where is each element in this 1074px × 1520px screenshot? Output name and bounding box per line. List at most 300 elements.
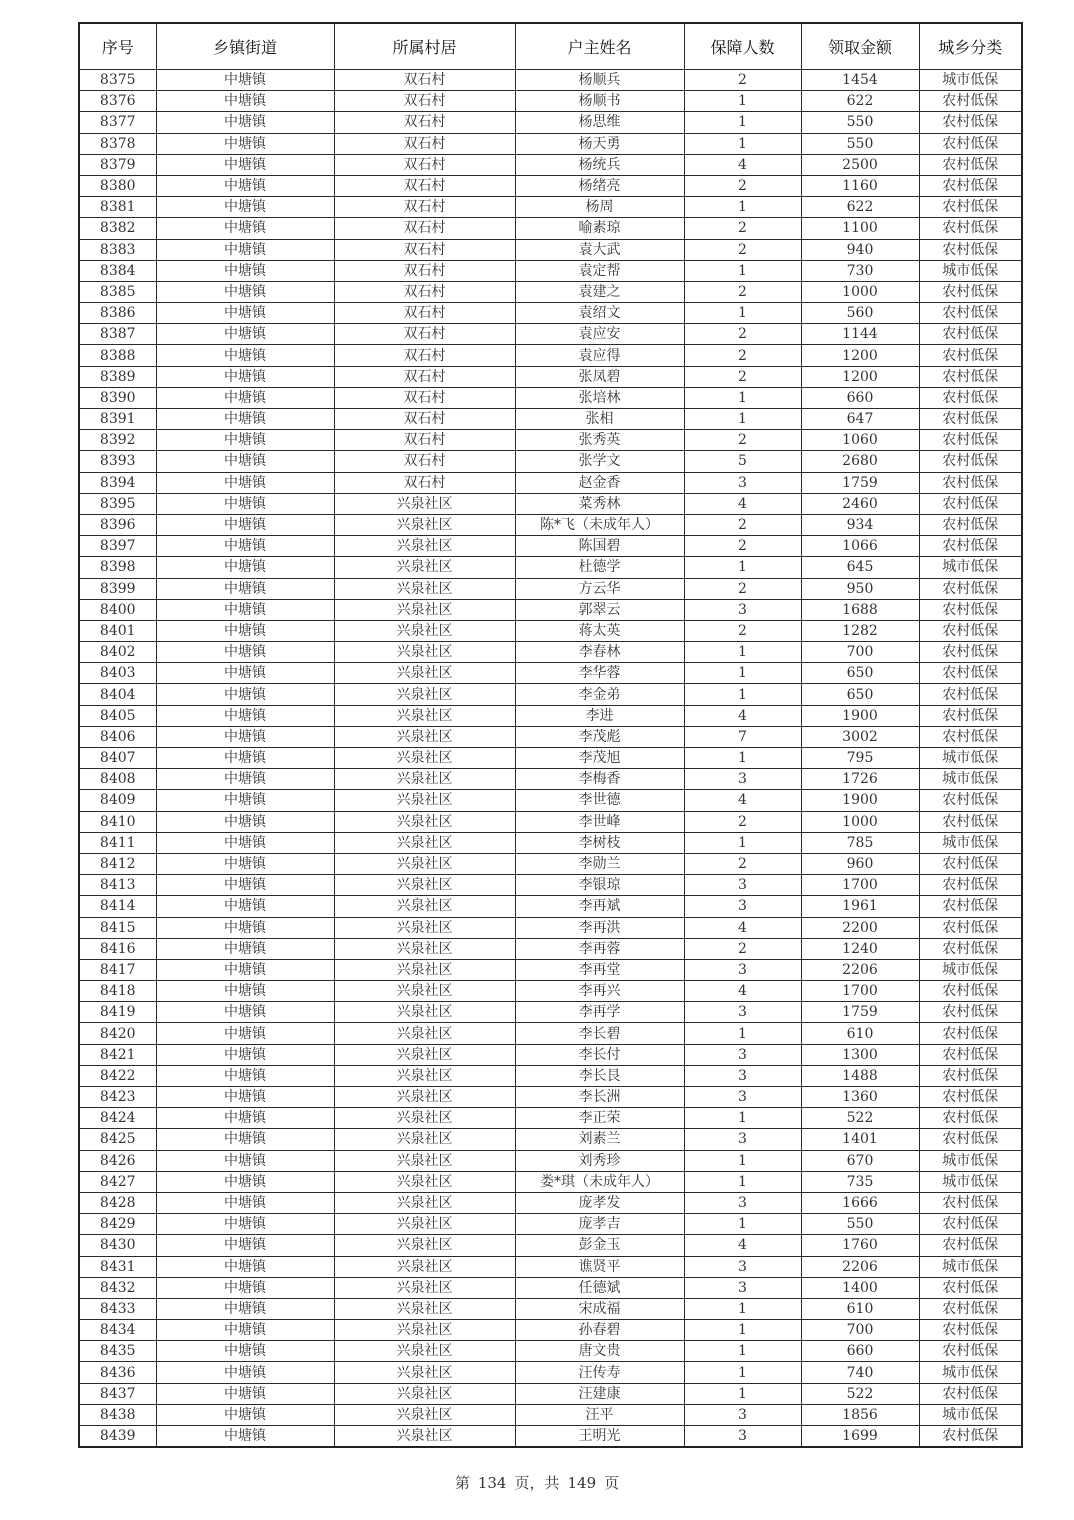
cell-serial-no: 8419 bbox=[79, 1002, 156, 1023]
cell-covered-persons: 3 bbox=[684, 875, 801, 896]
cell-householder: 王明光 bbox=[515, 1426, 684, 1448]
cell-amount: 650 bbox=[801, 684, 919, 705]
cell-serial-no: 8400 bbox=[79, 599, 156, 620]
cell-township: 中塘镇 bbox=[156, 175, 334, 196]
cell-township: 中塘镇 bbox=[156, 684, 334, 705]
cell-township: 中塘镇 bbox=[156, 472, 334, 493]
cell-householder: 李勋兰 bbox=[515, 853, 684, 874]
table-row bbox=[79, 154, 1022, 175]
cell-householder: 张学文 bbox=[515, 451, 684, 472]
cell-amount: 1400 bbox=[801, 1277, 919, 1298]
cell-township: 中塘镇 bbox=[156, 430, 334, 451]
cell-category: 农村低保 bbox=[919, 1341, 1022, 1362]
cell-covered-persons: 1 bbox=[684, 91, 801, 112]
cell-category: 农村低保 bbox=[919, 705, 1022, 726]
cell-covered-persons: 2 bbox=[684, 620, 801, 641]
cell-category: 农村低保 bbox=[919, 175, 1022, 196]
cell-amount: 2206 bbox=[801, 1256, 919, 1277]
cell-serial-no: 8421 bbox=[79, 1044, 156, 1065]
cell-householder: 李再堂 bbox=[515, 959, 684, 980]
table-row bbox=[79, 1298, 1022, 1319]
table-row bbox=[79, 1214, 1022, 1235]
cell-covered-persons: 1 bbox=[684, 1320, 801, 1341]
cell-amount: 1666 bbox=[801, 1192, 919, 1213]
cell-category: 城市低保 bbox=[919, 1171, 1022, 1192]
table-row bbox=[79, 451, 1022, 472]
cell-category: 农村低保 bbox=[919, 303, 1022, 324]
cell-village: 兴泉社区 bbox=[334, 663, 515, 684]
table-row bbox=[79, 1277, 1022, 1298]
cell-amount: 1160 bbox=[801, 175, 919, 196]
cell-householder: 刘素兰 bbox=[515, 1129, 684, 1150]
table-row bbox=[79, 875, 1022, 896]
table-row bbox=[79, 514, 1022, 535]
cell-category: 农村低保 bbox=[919, 1002, 1022, 1023]
cell-amount: 550 bbox=[801, 112, 919, 133]
cell-serial-no: 8431 bbox=[79, 1256, 156, 1277]
cell-householder: 袁大武 bbox=[515, 239, 684, 260]
cell-category: 农村低保 bbox=[919, 1235, 1022, 1256]
cell-township: 中塘镇 bbox=[156, 748, 334, 769]
cell-township: 中塘镇 bbox=[156, 1362, 334, 1383]
cell-serial-no: 8377 bbox=[79, 112, 156, 133]
cell-covered-persons: 3 bbox=[684, 1065, 801, 1086]
cell-covered-persons: 1 bbox=[684, 684, 801, 705]
cell-covered-persons: 1 bbox=[684, 748, 801, 769]
cell-village: 双石村 bbox=[334, 281, 515, 302]
table-row bbox=[79, 1192, 1022, 1213]
cell-serial-no: 8420 bbox=[79, 1023, 156, 1044]
cell-covered-persons: 4 bbox=[684, 790, 801, 811]
cell-serial-no: 8375 bbox=[79, 70, 156, 91]
cell-covered-persons: 3 bbox=[684, 1087, 801, 1108]
cell-village: 兴泉社区 bbox=[334, 1320, 515, 1341]
cell-amount: 1759 bbox=[801, 472, 919, 493]
cell-amount: 1699 bbox=[801, 1426, 919, 1448]
cell-amount: 1360 bbox=[801, 1087, 919, 1108]
cell-covered-persons: 2 bbox=[684, 345, 801, 366]
cell-covered-persons: 2 bbox=[684, 70, 801, 91]
cell-serial-no: 8398 bbox=[79, 557, 156, 578]
table-row bbox=[79, 472, 1022, 493]
cell-township: 中塘镇 bbox=[156, 1256, 334, 1277]
cell-serial-no: 8386 bbox=[79, 303, 156, 324]
cell-householder: 赵金香 bbox=[515, 472, 684, 493]
cell-covered-persons: 1 bbox=[684, 409, 801, 430]
cell-covered-persons: 2 bbox=[684, 324, 801, 345]
table-row bbox=[79, 748, 1022, 769]
cell-township: 中塘镇 bbox=[156, 536, 334, 557]
cell-householder: 庞孝吉 bbox=[515, 1214, 684, 1235]
cell-covered-persons: 4 bbox=[684, 981, 801, 1002]
header-row bbox=[79, 23, 1022, 70]
cell-category: 农村低保 bbox=[919, 91, 1022, 112]
cell-serial-no: 8388 bbox=[79, 345, 156, 366]
cell-village: 兴泉社区 bbox=[334, 1002, 515, 1023]
cell-covered-persons: 1 bbox=[684, 1341, 801, 1362]
cell-village: 双石村 bbox=[334, 366, 515, 387]
cell-serial-no: 8397 bbox=[79, 536, 156, 557]
cell-category: 农村低保 bbox=[919, 726, 1022, 747]
cell-category: 农村低保 bbox=[919, 642, 1022, 663]
cell-amount: 730 bbox=[801, 260, 919, 281]
cell-amount: 610 bbox=[801, 1023, 919, 1044]
cell-category: 农村低保 bbox=[919, 197, 1022, 218]
cell-amount: 1961 bbox=[801, 896, 919, 917]
cell-village: 双石村 bbox=[334, 260, 515, 281]
cell-village: 兴泉社区 bbox=[334, 853, 515, 874]
table-row bbox=[79, 959, 1022, 980]
cell-amount: 622 bbox=[801, 91, 919, 112]
cell-householder: 李世德 bbox=[515, 790, 684, 811]
cell-township: 中塘镇 bbox=[156, 853, 334, 874]
cell-township: 中塘镇 bbox=[156, 1383, 334, 1404]
table-row bbox=[79, 281, 1022, 302]
cell-serial-no: 8403 bbox=[79, 663, 156, 684]
cell-amount: 647 bbox=[801, 409, 919, 430]
cell-category: 城市低保 bbox=[919, 1404, 1022, 1425]
cell-township: 中塘镇 bbox=[156, 197, 334, 218]
cell-township: 中塘镇 bbox=[156, 1108, 334, 1129]
cell-amount: 740 bbox=[801, 1362, 919, 1383]
table-row bbox=[79, 1383, 1022, 1404]
cell-serial-no: 8428 bbox=[79, 1192, 156, 1213]
cell-amount: 622 bbox=[801, 197, 919, 218]
cell-householder: 郭翠云 bbox=[515, 599, 684, 620]
table-row bbox=[79, 1426, 1022, 1448]
cell-amount: 785 bbox=[801, 832, 919, 853]
cell-serial-no: 8417 bbox=[79, 959, 156, 980]
cell-township: 中塘镇 bbox=[156, 70, 334, 91]
cell-covered-persons: 2 bbox=[684, 853, 801, 874]
cell-householder: 李进 bbox=[515, 705, 684, 726]
cell-serial-no: 8389 bbox=[79, 366, 156, 387]
cell-township: 中塘镇 bbox=[156, 409, 334, 430]
cell-township: 中塘镇 bbox=[156, 663, 334, 684]
cell-township: 中塘镇 bbox=[156, 557, 334, 578]
cell-category: 农村低保 bbox=[919, 663, 1022, 684]
cell-serial-no: 8414 bbox=[79, 896, 156, 917]
cell-village: 双石村 bbox=[334, 218, 515, 239]
cell-covered-persons: 4 bbox=[684, 705, 801, 726]
cell-township: 中塘镇 bbox=[156, 1065, 334, 1086]
table-row bbox=[79, 1108, 1022, 1129]
cell-category: 农村低保 bbox=[919, 1108, 1022, 1129]
cell-serial-no: 8378 bbox=[79, 133, 156, 154]
cell-township: 中塘镇 bbox=[156, 1044, 334, 1065]
cell-covered-persons: 2 bbox=[684, 281, 801, 302]
table-row bbox=[79, 705, 1022, 726]
cell-covered-persons: 2 bbox=[684, 578, 801, 599]
cell-covered-persons: 2 bbox=[684, 430, 801, 451]
table-row bbox=[79, 1341, 1022, 1362]
cell-village: 兴泉社区 bbox=[334, 875, 515, 896]
cell-township: 中塘镇 bbox=[156, 599, 334, 620]
cell-serial-no: 8433 bbox=[79, 1298, 156, 1319]
table-row bbox=[79, 409, 1022, 430]
table-row bbox=[79, 536, 1022, 557]
cell-serial-no: 8385 bbox=[79, 281, 156, 302]
cell-serial-no: 8435 bbox=[79, 1341, 156, 1362]
cell-township: 中塘镇 bbox=[156, 281, 334, 302]
footer-total-pages: 149 bbox=[567, 1474, 597, 1492]
cell-village: 双石村 bbox=[334, 91, 515, 112]
cell-serial-no: 8413 bbox=[79, 875, 156, 896]
cell-village: 兴泉社区 bbox=[334, 896, 515, 917]
cell-covered-persons: 1 bbox=[684, 1150, 801, 1171]
cell-amount: 1240 bbox=[801, 938, 919, 959]
cell-village: 兴泉社区 bbox=[334, 514, 515, 535]
cell-category: 农村低保 bbox=[919, 1383, 1022, 1404]
table-row bbox=[79, 811, 1022, 832]
cell-amount: 1000 bbox=[801, 811, 919, 832]
cell-village: 兴泉社区 bbox=[334, 642, 515, 663]
cell-householder: 袁应得 bbox=[515, 345, 684, 366]
cell-village: 兴泉社区 bbox=[334, 769, 515, 790]
table-row bbox=[79, 917, 1022, 938]
cell-amount: 1760 bbox=[801, 1235, 919, 1256]
cell-village: 兴泉社区 bbox=[334, 599, 515, 620]
cell-covered-persons: 3 bbox=[684, 959, 801, 980]
cell-village: 双石村 bbox=[334, 239, 515, 260]
cell-village: 兴泉社区 bbox=[334, 748, 515, 769]
cell-householder: 宋成福 bbox=[515, 1298, 684, 1319]
cell-category: 农村低保 bbox=[919, 1426, 1022, 1448]
cell-serial-no: 8382 bbox=[79, 218, 156, 239]
cell-serial-no: 8380 bbox=[79, 175, 156, 196]
cell-serial-no: 8376 bbox=[79, 91, 156, 112]
cell-township: 中塘镇 bbox=[156, 451, 334, 472]
table-row bbox=[79, 1320, 1022, 1341]
cell-covered-persons: 3 bbox=[684, 896, 801, 917]
cell-village: 双石村 bbox=[334, 133, 515, 154]
cell-householder: 谯贤平 bbox=[515, 1256, 684, 1277]
cell-amount: 1700 bbox=[801, 875, 919, 896]
cell-category: 城市低保 bbox=[919, 748, 1022, 769]
cell-category: 农村低保 bbox=[919, 451, 1022, 472]
cell-village: 双石村 bbox=[334, 430, 515, 451]
cell-village: 双石村 bbox=[334, 154, 515, 175]
cell-village: 兴泉社区 bbox=[334, 705, 515, 726]
cell-amount: 2206 bbox=[801, 959, 919, 980]
cell-serial-no: 8424 bbox=[79, 1108, 156, 1129]
cell-covered-persons: 1 bbox=[684, 197, 801, 218]
cell-householder: 李长碧 bbox=[515, 1023, 684, 1044]
cell-covered-persons: 2 bbox=[684, 175, 801, 196]
table-row bbox=[79, 112, 1022, 133]
cell-township: 中塘镇 bbox=[156, 1341, 334, 1362]
cell-serial-no: 8418 bbox=[79, 981, 156, 1002]
cell-village: 兴泉社区 bbox=[334, 1383, 515, 1404]
cell-category: 农村低保 bbox=[919, 324, 1022, 345]
cell-township: 中塘镇 bbox=[156, 1023, 334, 1044]
table-row bbox=[79, 599, 1022, 620]
cell-householder: 任德斌 bbox=[515, 1277, 684, 1298]
cell-householder: 陈*飞（未成年人） bbox=[515, 514, 684, 535]
cell-village: 兴泉社区 bbox=[334, 1044, 515, 1065]
cell-category: 农村低保 bbox=[919, 1298, 1022, 1319]
cell-category: 农村低保 bbox=[919, 536, 1022, 557]
cell-village: 双石村 bbox=[334, 324, 515, 345]
cell-township: 中塘镇 bbox=[156, 832, 334, 853]
cell-householder: 李金弟 bbox=[515, 684, 684, 705]
cell-amount: 1726 bbox=[801, 769, 919, 790]
cell-township: 中塘镇 bbox=[156, 387, 334, 408]
cell-township: 中塘镇 bbox=[156, 1426, 334, 1448]
cell-village: 兴泉社区 bbox=[334, 536, 515, 557]
cell-covered-persons: 3 bbox=[684, 769, 801, 790]
cell-householder: 袁定帮 bbox=[515, 260, 684, 281]
cell-township: 中塘镇 bbox=[156, 578, 334, 599]
cell-serial-no: 8437 bbox=[79, 1383, 156, 1404]
cell-serial-no: 8411 bbox=[79, 832, 156, 853]
cell-amount: 610 bbox=[801, 1298, 919, 1319]
cell-township: 中塘镇 bbox=[156, 1150, 334, 1171]
header-amount: 领取金额 bbox=[801, 23, 919, 70]
table-row bbox=[79, 726, 1022, 747]
cell-amount: 934 bbox=[801, 514, 919, 535]
cell-township: 中塘镇 bbox=[156, 324, 334, 345]
page-footer bbox=[0, 1472, 1074, 1493]
cell-covered-persons: 3 bbox=[684, 1404, 801, 1425]
cell-householder: 杜德学 bbox=[515, 557, 684, 578]
cell-category: 农村低保 bbox=[919, 1214, 1022, 1235]
cell-amount: 522 bbox=[801, 1108, 919, 1129]
cell-category: 农村低保 bbox=[919, 917, 1022, 938]
table-row bbox=[79, 938, 1022, 959]
cell-category: 城市低保 bbox=[919, 832, 1022, 853]
cell-village: 兴泉社区 bbox=[334, 620, 515, 641]
cell-village: 双石村 bbox=[334, 409, 515, 430]
cell-township: 中塘镇 bbox=[156, 1298, 334, 1319]
cell-serial-no: 8425 bbox=[79, 1129, 156, 1150]
cell-village: 双石村 bbox=[334, 175, 515, 196]
cell-amount: 650 bbox=[801, 663, 919, 684]
cell-serial-no: 8399 bbox=[79, 578, 156, 599]
cell-serial-no: 8387 bbox=[79, 324, 156, 345]
footer-suffix: 页 bbox=[604, 1474, 620, 1492]
cell-serial-no: 8383 bbox=[79, 239, 156, 260]
cell-amount: 2460 bbox=[801, 493, 919, 514]
footer-prefix: 第 bbox=[454, 1474, 470, 1492]
cell-amount: 1060 bbox=[801, 430, 919, 451]
cell-covered-persons: 2 bbox=[684, 811, 801, 832]
table-row bbox=[79, 663, 1022, 684]
cell-householder: 杨思维 bbox=[515, 112, 684, 133]
cell-serial-no: 8409 bbox=[79, 790, 156, 811]
cell-category: 农村低保 bbox=[919, 133, 1022, 154]
table-row bbox=[79, 620, 1022, 641]
cell-householder: 李再蓉 bbox=[515, 938, 684, 959]
cell-covered-persons: 4 bbox=[684, 1235, 801, 1256]
cell-serial-no: 8429 bbox=[79, 1214, 156, 1235]
header-village: 所属村居 bbox=[334, 23, 515, 70]
cell-village: 兴泉社区 bbox=[334, 1404, 515, 1425]
table-row bbox=[79, 1362, 1022, 1383]
cell-village: 兴泉社区 bbox=[334, 578, 515, 599]
cell-township: 中塘镇 bbox=[156, 1192, 334, 1213]
cell-township: 中塘镇 bbox=[156, 726, 334, 747]
cell-village: 双石村 bbox=[334, 112, 515, 133]
cell-serial-no: 8406 bbox=[79, 726, 156, 747]
cell-amount: 1488 bbox=[801, 1065, 919, 1086]
cell-village: 双石村 bbox=[334, 387, 515, 408]
cell-amount: 1000 bbox=[801, 281, 919, 302]
cell-amount: 550 bbox=[801, 1214, 919, 1235]
cell-amount: 3002 bbox=[801, 726, 919, 747]
cell-amount: 1300 bbox=[801, 1044, 919, 1065]
relief-recipients-table bbox=[78, 22, 1023, 1448]
header-serial-no: 序号 bbox=[79, 23, 156, 70]
cell-category: 农村低保 bbox=[919, 938, 1022, 959]
table-row bbox=[79, 1171, 1022, 1192]
cell-township: 中塘镇 bbox=[156, 112, 334, 133]
cell-village: 兴泉社区 bbox=[334, 959, 515, 980]
cell-serial-no: 8407 bbox=[79, 748, 156, 769]
cell-householder: 袁建之 bbox=[515, 281, 684, 302]
cell-amount: 645 bbox=[801, 557, 919, 578]
cell-category: 农村低保 bbox=[919, 154, 1022, 175]
cell-amount: 2200 bbox=[801, 917, 919, 938]
cell-village: 兴泉社区 bbox=[334, 1023, 515, 1044]
cell-category: 城市低保 bbox=[919, 557, 1022, 578]
cell-township: 中塘镇 bbox=[156, 303, 334, 324]
table-row bbox=[79, 70, 1022, 91]
cell-village: 兴泉社区 bbox=[334, 1192, 515, 1213]
cell-amount: 1900 bbox=[801, 705, 919, 726]
cell-householder: 张培林 bbox=[515, 387, 684, 408]
cell-village: 兴泉社区 bbox=[334, 917, 515, 938]
cell-householder: 孙春碧 bbox=[515, 1320, 684, 1341]
table-row bbox=[79, 239, 1022, 260]
cell-householder: 汪传寿 bbox=[515, 1362, 684, 1383]
table-row bbox=[79, 260, 1022, 281]
cell-category: 农村低保 bbox=[919, 281, 1022, 302]
table-row bbox=[79, 790, 1022, 811]
cell-village: 兴泉社区 bbox=[334, 790, 515, 811]
cell-category: 城市低保 bbox=[919, 70, 1022, 91]
cell-serial-no: 8405 bbox=[79, 705, 156, 726]
cell-category: 农村低保 bbox=[919, 345, 1022, 366]
cell-category: 农村低保 bbox=[919, 1129, 1022, 1150]
cell-covered-persons: 5 bbox=[684, 451, 801, 472]
cell-township: 中塘镇 bbox=[156, 1171, 334, 1192]
table-row bbox=[79, 493, 1022, 514]
cell-serial-no: 8439 bbox=[79, 1426, 156, 1448]
cell-township: 中塘镇 bbox=[156, 1277, 334, 1298]
cell-covered-persons: 2 bbox=[684, 239, 801, 260]
cell-serial-no: 8426 bbox=[79, 1150, 156, 1171]
cell-village: 双石村 bbox=[334, 70, 515, 91]
cell-amount: 522 bbox=[801, 1383, 919, 1404]
cell-category: 农村低保 bbox=[919, 493, 1022, 514]
cell-householder: 蒋太英 bbox=[515, 620, 684, 641]
cell-covered-persons: 1 bbox=[684, 832, 801, 853]
cell-householder: 李华蓉 bbox=[515, 663, 684, 684]
cell-covered-persons: 1 bbox=[684, 1171, 801, 1192]
cell-covered-persons: 1 bbox=[684, 1298, 801, 1319]
cell-amount: 735 bbox=[801, 1171, 919, 1192]
cell-category: 城市低保 bbox=[919, 1256, 1022, 1277]
cell-householder: 李世峰 bbox=[515, 811, 684, 832]
cell-covered-persons: 7 bbox=[684, 726, 801, 747]
cell-serial-no: 8381 bbox=[79, 197, 156, 218]
cell-township: 中塘镇 bbox=[156, 769, 334, 790]
cell-village: 兴泉社区 bbox=[334, 726, 515, 747]
cell-category: 农村低保 bbox=[919, 1320, 1022, 1341]
cell-township: 中塘镇 bbox=[156, 239, 334, 260]
cell-amount: 1856 bbox=[801, 1404, 919, 1425]
